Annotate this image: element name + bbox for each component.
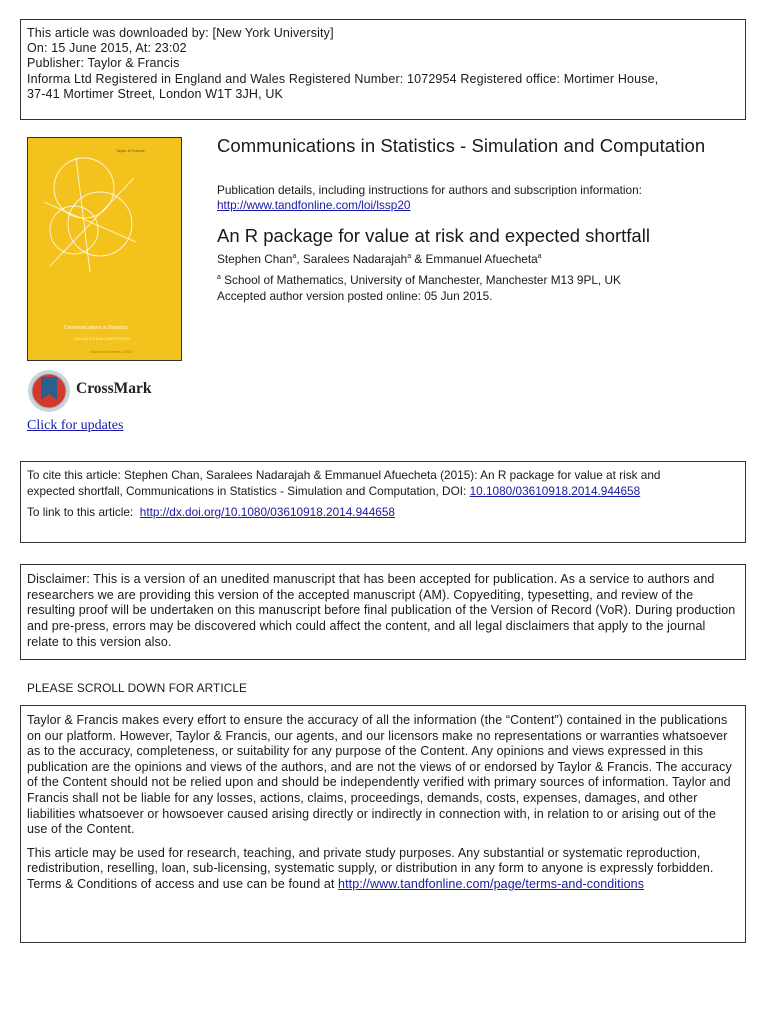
download-line: This article was downloaded by: [New York University] [27, 26, 334, 40]
terms-paragraph-text: This article may be used for research, teaching, and private study purposes. Any substantial or systematic reproduction, redistribution, reselling, loan, sub-licensing, systematic supply, or distribution in any form to anyone is expressly forbidden. Terms & Conditions of access and use can be found at [27, 845, 714, 891]
affiliation-mark: a [217, 274, 221, 281]
journal-cover-image [27, 137, 182, 361]
download-line: On: 15 June 2015, At: 23:02 [27, 41, 187, 56]
author-affiliation-mark: a [537, 253, 542, 260]
journal-title: Communications in Statistics - Simulation and Computation [217, 135, 706, 156]
download-line: 37-41 Mortimer Street, London W1T 3JH, UK [27, 86, 284, 101]
publication-details: Publication details, including instructions for authors and subscription information: [217, 183, 642, 197]
scroll-down-note: PLEASE SCROLL DOWN FOR ARTICLE [27, 681, 247, 695]
cover-volume: Volume 44 Number 4 2015 [90, 350, 132, 354]
terms-paragraph: Taylor & Francis makes every effort to ensure the accuracy of all the information (the “Content”) contained in the publications on our platform. However, Taylor & Francis, our agents, and our licensors make no representations or warranties whatsoever as to the accuracy, completeness, or suitability for any purpose of the Content. Any opinions and views expressed in this publication are the opinions and views of the authors, and are not the views of or endorsed by Taylor & Francis. The accuracy of the Content should not be relied upon and should be independently verified with primary sources of information. Taylor and Francis shall not be liable for any losses, actions, claims, proceedings, demands, costs, expenses, damages, and other liabilities whatsoever or howsoever caused arising directly or indirectly in connection with, in relation to or arising out of the use of the Content. [27, 713, 732, 837]
author-name: Emmanuel Afuecheta [425, 252, 538, 266]
affiliation-text: School of Mathematics, University of Manchester, Manchester M13 9PL, UK [220, 273, 621, 287]
crossmark-icon [27, 368, 71, 414]
author-list [217, 252, 542, 266]
terms-box [20, 705, 746, 943]
citation-text-line2 [27, 484, 739, 500]
terms-and-conditions-link[interactable]: http://www.tandfonline.com/page/terms-and-conditions [338, 876, 645, 891]
download-line: Informa Ltd Registered in England and Wales Registered Number: 1072954 Registered office: Mortimer House, [27, 71, 659, 86]
citation-box [20, 461, 746, 543]
download-info-box [20, 19, 746, 120]
crossmark-badge[interactable] [27, 366, 167, 416]
journal-link[interactable]: http://www.tandfonline.com/loi/lssp20 [217, 198, 411, 212]
author-name: Stephen Chan [217, 252, 293, 266]
disclaimer-text: Disclaimer: This is a version of an unedited manuscript that has been accepted for publication. As a service to authors and researchers we are providing this version of the accepted manuscript (AM). Copyediting, typesetting, and review of the resulting proof will be undertaken on this manuscript before final publication of the Version of Record (VoR). During production and pre-press, errors may be discovered which could affect the content, and all legal disclaimers that apply to the journal relate to this version also. [27, 572, 736, 649]
cover-publisher-mark: Taylor & Francis [116, 148, 145, 153]
crossmark-label: CrossMark [76, 380, 152, 397]
author-affiliation-mark: a [407, 253, 412, 260]
affiliation [217, 273, 621, 287]
author-name: Saralees Nadarajah [302, 252, 408, 266]
article-link-line [27, 505, 739, 521]
author-separator: , [296, 252, 303, 266]
download-line: Publisher: Taylor & Francis [27, 56, 180, 71]
cover-subtitle: SIMULATION AND COMPUTATION [74, 337, 130, 341]
article-title: An R package for value at risk and expected shortfall [217, 225, 650, 246]
posted-date: Accepted author version posted online: 05 Jun 2015. [217, 289, 493, 303]
doi-link[interactable]: 10.1080/03610918.2014.944658 [469, 483, 641, 498]
disclaimer-box [20, 564, 746, 660]
author-separator: & [411, 252, 426, 266]
article-link-label: To link to this article: [27, 505, 140, 519]
click-for-updates-link[interactable]: Click for updates [27, 418, 124, 433]
citation-text-line1: To cite this article: Stephen Chan, Saralees Nadarajah & Emmanuel Afuecheta (2015): An R package for value at risk and [27, 468, 661, 482]
cover-title: Communications in Statistics [64, 325, 128, 331]
citation-text: expected shortfall, Communications in Statistics - Simulation and Computation, DOI: [27, 483, 470, 498]
author-affiliation-mark: a [292, 253, 297, 260]
article-doi-url-link[interactable]: http://dx.doi.org/10.1080/03610918.2014.944658 [139, 505, 395, 519]
terms-paragraph [27, 846, 739, 893]
